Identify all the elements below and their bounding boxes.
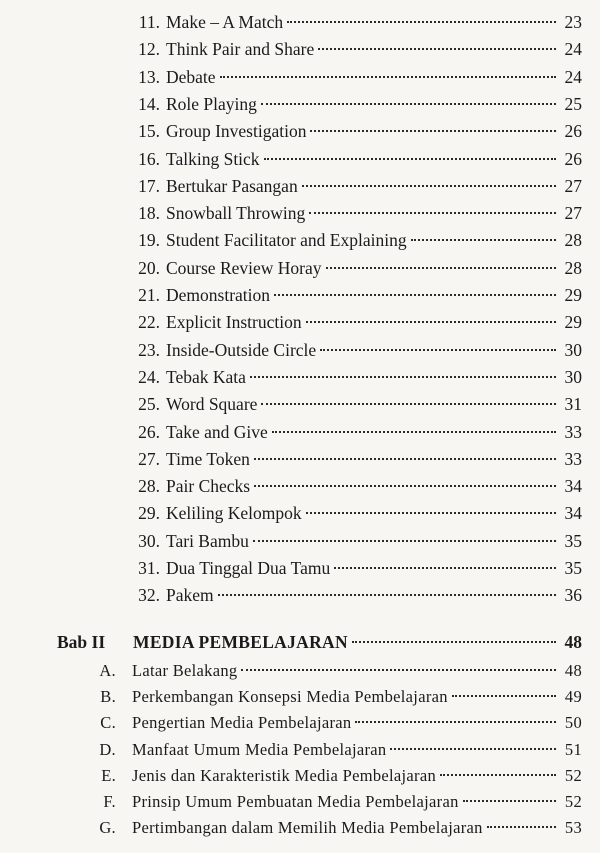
dot-leader bbox=[261, 403, 556, 405]
entry-title: Debate bbox=[166, 66, 216, 87]
dot-leader bbox=[318, 48, 556, 50]
dot-leader bbox=[487, 826, 556, 828]
dot-leader bbox=[241, 669, 556, 671]
entry-number: 21. bbox=[138, 285, 160, 305]
entry-number: 13. bbox=[138, 66, 160, 87]
toc-entry bbox=[134, 9, 582, 36]
entry-page-number: 23 bbox=[564, 12, 582, 32]
section-page-number: 52 bbox=[564, 792, 582, 811]
entry-number: 24. bbox=[138, 366, 160, 387]
section-page-number: 48 bbox=[564, 661, 582, 680]
section-title: Pengertian Media Pembelajaran bbox=[132, 713, 352, 733]
toc-subsection bbox=[96, 788, 582, 815]
section-title: Latar Belakang bbox=[132, 661, 238, 680]
toc-entry bbox=[134, 446, 582, 473]
dot-leader bbox=[220, 76, 556, 78]
entry-number: 11. bbox=[138, 12, 160, 32]
entry-number: 19. bbox=[138, 230, 160, 251]
entry-title: Explicit Instruction bbox=[166, 312, 302, 333]
entry-number: 28. bbox=[138, 476, 160, 497]
dot-leader bbox=[306, 512, 556, 514]
toc-entry bbox=[134, 91, 582, 118]
section-letter: G. bbox=[99, 818, 116, 838]
entry-page-number: 28 bbox=[564, 230, 582, 251]
toc-entry bbox=[134, 227, 582, 254]
entry-number: 14. bbox=[138, 93, 160, 114]
entry-number: 23. bbox=[138, 339, 160, 360]
section-page-number: 53 bbox=[564, 818, 582, 838]
toc-subsection bbox=[96, 736, 582, 763]
entry-title: Make – A Match bbox=[166, 12, 284, 32]
toc-subsection bbox=[96, 762, 582, 789]
section-title: Perkembangan Konsepsi Media Pembelajaran bbox=[132, 687, 448, 707]
section-letter: D. bbox=[99, 739, 116, 759]
entry-number: 30. bbox=[138, 530, 160, 551]
toc-entry bbox=[134, 500, 582, 527]
section-letter: E. bbox=[101, 765, 116, 785]
entry-title: Word Square bbox=[166, 394, 258, 415]
dot-leader bbox=[302, 185, 556, 187]
entry-page-number: 35 bbox=[564, 558, 582, 578]
toc-entry bbox=[134, 309, 582, 336]
dot-leader bbox=[264, 158, 556, 160]
entry-title: Course Review Horay bbox=[166, 257, 322, 278]
entry-page-number: 28 bbox=[564, 257, 582, 278]
entry-page-number: 24 bbox=[564, 66, 582, 87]
entry-page-number: 36 bbox=[564, 585, 582, 606]
entry-number: 22. bbox=[138, 312, 160, 333]
entry-page-number: 26 bbox=[564, 148, 582, 169]
section-page-number: 49 bbox=[564, 687, 582, 707]
toc-entry bbox=[134, 391, 582, 418]
dot-leader bbox=[310, 130, 556, 132]
dot-leader bbox=[355, 721, 556, 723]
section-page-number: 51 bbox=[564, 739, 582, 759]
section-title: Manfaat Umum Media Pembelajaran bbox=[132, 739, 387, 759]
toc-subsection bbox=[96, 814, 582, 841]
entry-page-number: 35 bbox=[564, 530, 582, 551]
toc-entry bbox=[134, 173, 582, 200]
entry-page-number: 27 bbox=[564, 203, 582, 224]
dot-leader bbox=[320, 349, 556, 351]
entry-title: Keliling Kelompok bbox=[166, 503, 302, 524]
section-letter: B. bbox=[100, 687, 116, 707]
entry-page-number: 25 bbox=[564, 93, 582, 114]
entry-title: Group Investigation bbox=[166, 121, 307, 142]
dot-leader bbox=[287, 21, 556, 23]
toc-entry bbox=[134, 555, 582, 582]
section-page-number: 52 bbox=[564, 765, 582, 785]
dot-leader bbox=[274, 294, 556, 296]
entry-title: Bertukar Pasangan bbox=[166, 175, 298, 196]
toc-entry bbox=[134, 64, 582, 91]
entry-title: Take and Give bbox=[166, 421, 268, 442]
dot-leader bbox=[390, 748, 556, 750]
entry-title: Tari Bambu bbox=[166, 530, 249, 551]
entry-page-number: 31 bbox=[564, 394, 582, 415]
entry-page-number: 29 bbox=[564, 285, 582, 305]
entry-number: 25. bbox=[138, 394, 160, 415]
chapter-title: MEDIA PEMBELAJARAN bbox=[133, 632, 348, 652]
entry-number: 17. bbox=[138, 175, 160, 196]
entry-number: 15. bbox=[138, 121, 160, 142]
entry-title: Talking Stick bbox=[166, 148, 260, 169]
section-page-number: 50 bbox=[564, 713, 582, 733]
entry-title: Pakem bbox=[166, 585, 214, 606]
toc-entry bbox=[134, 255, 582, 282]
entry-number: 18. bbox=[138, 203, 160, 224]
entry-number: 16. bbox=[138, 148, 160, 169]
toc-entry bbox=[134, 36, 582, 63]
entry-page-number: 33 bbox=[564, 448, 582, 469]
dot-leader bbox=[334, 567, 556, 569]
section-title: Jenis dan Karakteristik Media Pembelajaran bbox=[132, 765, 437, 785]
chapter-heading bbox=[57, 629, 582, 656]
entry-number: 31. bbox=[138, 558, 160, 578]
entry-page-number: 30 bbox=[564, 366, 582, 387]
entry-page-number: 33 bbox=[564, 421, 582, 442]
entry-page-number: 24 bbox=[564, 39, 582, 60]
section-letter: F. bbox=[103, 792, 116, 811]
entry-title: Think Pair and Share bbox=[166, 39, 315, 60]
entry-number: 29. bbox=[138, 503, 160, 524]
section-title: Prinsip Umum Pembuatan Media Pembelajaran bbox=[132, 792, 459, 811]
dot-leader bbox=[411, 239, 556, 241]
toc-entry bbox=[134, 337, 582, 364]
entry-title: Snowball Throwing bbox=[166, 203, 306, 224]
dot-leader bbox=[254, 458, 556, 460]
toc-entry bbox=[134, 282, 582, 309]
dot-leader bbox=[463, 800, 556, 802]
entry-title: Time Token bbox=[166, 448, 250, 469]
toc-subsection bbox=[96, 657, 582, 684]
chapter-label: Bab II bbox=[57, 632, 106, 652]
dot-leader bbox=[352, 641, 556, 643]
dot-leader bbox=[218, 594, 556, 596]
entry-title: Pair Checks bbox=[166, 476, 251, 497]
dot-leader bbox=[452, 695, 556, 697]
entry-title: Dua Tinggal Dua Tamu bbox=[166, 558, 331, 578]
dot-leader bbox=[272, 431, 556, 433]
dot-leader bbox=[326, 267, 556, 269]
toc-entry bbox=[134, 528, 582, 555]
section-letter: A. bbox=[99, 661, 116, 680]
entry-title: Role Playing bbox=[166, 93, 257, 114]
dot-leader bbox=[309, 212, 556, 214]
toc-entry bbox=[134, 200, 582, 227]
toc-entry bbox=[134, 118, 582, 145]
toc-subsection bbox=[96, 683, 582, 710]
entry-page-number: 34 bbox=[564, 503, 582, 524]
dot-leader bbox=[253, 540, 556, 542]
entry-page-number: 26 bbox=[564, 121, 582, 142]
toc-entry bbox=[134, 473, 582, 500]
dot-leader bbox=[261, 103, 556, 105]
entry-title: Inside-Outside Circle bbox=[166, 339, 317, 360]
toc-subsection bbox=[96, 709, 582, 736]
entry-number: 20. bbox=[138, 257, 160, 278]
entry-page-number: 29 bbox=[564, 312, 582, 333]
entry-page-number: 27 bbox=[564, 175, 582, 196]
toc-entry bbox=[134, 146, 582, 173]
toc-entry bbox=[134, 419, 582, 446]
section-letter: C. bbox=[100, 713, 116, 733]
entry-number: 27. bbox=[138, 448, 160, 469]
section-title: Pertimbangan dalam Memilih Media Pembelajaran bbox=[132, 818, 483, 838]
entry-title: Tebak Kata bbox=[166, 366, 246, 387]
dot-leader bbox=[306, 321, 556, 323]
entry-title: Student Facilitator and Explaining bbox=[166, 230, 407, 251]
dot-leader bbox=[254, 485, 556, 487]
toc-entry bbox=[134, 582, 582, 609]
entry-page-number: 30 bbox=[564, 339, 582, 360]
dot-leader bbox=[440, 774, 556, 776]
entry-title: Demonstration bbox=[166, 285, 271, 305]
entry-number: 26. bbox=[138, 421, 160, 442]
entry-number: 32. bbox=[138, 585, 160, 606]
toc-entry bbox=[134, 364, 582, 391]
entry-number: 12. bbox=[138, 39, 160, 60]
dot-leader bbox=[250, 376, 556, 378]
chapter-page-number: 48 bbox=[564, 632, 582, 652]
entry-page-number: 34 bbox=[564, 476, 582, 497]
